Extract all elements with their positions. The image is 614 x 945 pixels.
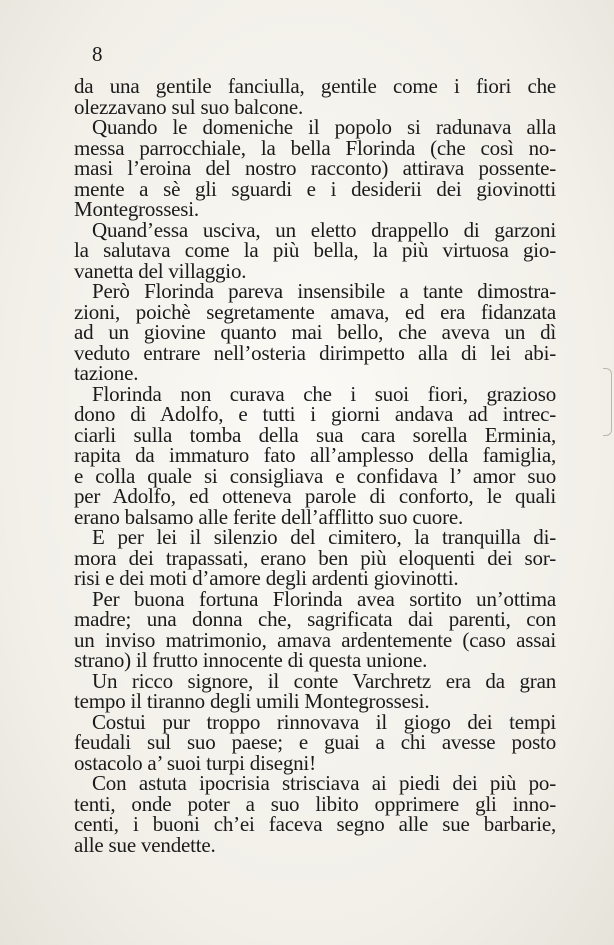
text-line: e colla quale si consigliava e confidava l’ amor suo [74,463,556,488]
text-line: Però Florinda pareva insensibile a tante dimostra- [92,279,556,303]
text-line: madre; una donna che, sagrificata dai parenti, con [74,607,556,631]
text-line: ad un giovine quanto mai bello, che aveva un dì [74,320,556,344]
text-line: masi l’eroina del nostro racconto) attirava possente- [74,156,556,180]
text-line: erano balsamo alle ferite dell’afflitto suo cuore. [74,504,464,529]
text-line: Per buona fortuna Florinda avea sortito un’ottima [92,586,556,611]
text-line: Con astuta ipocrisia strisciava ai piedi dei più po- [92,771,556,795]
text-line: Quand’essa usciva, un eletto drappello di garzoni [92,217,556,242]
text-line: Quando le domeniche il popolo si radunava alla [92,115,556,139]
text-line: vanetta del villaggio. [74,258,247,283]
text-line: strano) il frutto innocente di questa unione. [74,648,428,672]
text-line: tempo il tiranno degli umili Montegrossesi. [74,689,430,713]
text-line: rapita da immaturo fato all’amplesso della famiglia, [74,443,556,467]
page-number: 8 [92,42,103,66]
text-line: ciarli sulla tomba della sua cara sorella Erminia, [74,422,556,447]
body-text [74,76,556,855]
text-line: messa parrocchiale, la bella Florinda (che così no- [74,135,556,160]
text-line: Un ricco signore, il conte Varchretz era da gran [92,668,556,693]
text-line: Florinda non curava che i suoi fiori, grazioso [92,381,556,406]
text-line: ostacolo a’ suoi turpi disegni! [74,750,316,775]
text-line: zioni, poichè segretamente amava, ed era fidanzata [74,299,556,324]
text-line: centi, i buoni ch’ei faceva segno alle sue barbarie, [74,812,556,836]
page-edge-mark [603,368,612,436]
text-line: Costui pur troppo rinnovava il giogo dei tempi [92,709,556,734]
text-line: mente a sè gli sguardi e i desiderii dei giovinotti [74,176,556,201]
text-line: mora dei trapassati, erano ben più eloquenti dei sor- [74,545,556,570]
text-line: veduto entrare nell’osteria dirimpetto alla di lei abi- [74,340,556,365]
text-line: Montegrossesi. [74,197,199,221]
text-line: da una gentile fanciulla, gentile come i fiori che [74,74,556,98]
text-line: risi e dei moti d’amore degli ardenti giovinotti. [74,566,459,590]
text-line: feudali sul suo paese; e guai a chi avesse posto [74,730,556,754]
text-line: dono di Adolfo, e tutti i giorni andava ad intrec- [74,402,556,426]
text-line: un inviso matrimonio, amava ardentemente (caso assai [74,627,556,652]
text-line: la salutava come la più bella, la più virtuosa gio- [74,238,556,262]
text-line: olezzavano sul suo balcone. [74,94,304,119]
text-line: tenti, onde poter a suo libito opprimere gli inno- [74,791,556,816]
text-line: E per lei il silenzio del cimitero, la tranquilla di- [92,525,556,549]
text-line: alle sue vendette. [74,832,216,857]
text-line: per Adolfo, ed otteneva parole di conforto, le quali [74,484,556,508]
text-line: tazione. [74,361,139,385]
